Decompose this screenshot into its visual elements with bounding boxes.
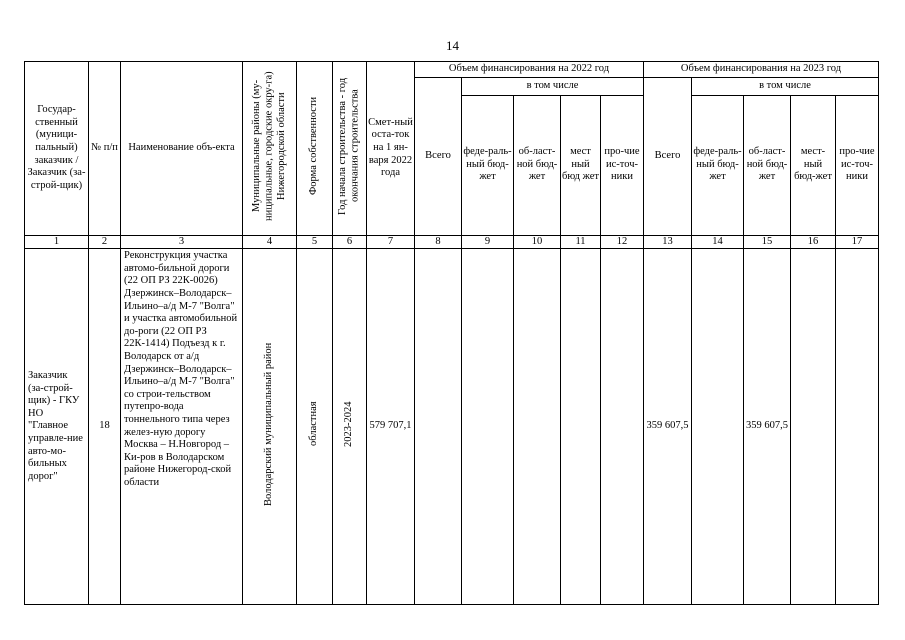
row-years	[333, 249, 367, 605]
header-total-2022: Всего	[415, 78, 462, 236]
column-number: 7	[367, 235, 415, 249]
header-total-2023: Всего	[644, 78, 692, 236]
column-number: 6	[333, 235, 367, 249]
column-number: 15	[744, 235, 791, 249]
row-customer: Заказчик (за-строй-щик) - ГКУ НО "Главное управле-ние авто-мо-бильных дорог"	[25, 249, 89, 605]
row-ownership-text: областная	[308, 402, 320, 447]
financing-table	[24, 61, 879, 605]
page-number: 14	[446, 38, 459, 53]
header-including-2022: в том числе	[462, 78, 644, 96]
row-local-2023	[791, 249, 836, 605]
table-row	[25, 249, 879, 605]
header-federal-2023: феде-раль-ный бюд-жет	[692, 95, 744, 235]
column-number: 9	[462, 235, 514, 249]
header-other-2022: про-чие ис-точ-ники	[601, 95, 644, 235]
row-object-name: Реконструкция участка автомо-бильной дороги (22 ОП РЗ 22К-0026) Дзержинск–Володарск–Ильино–а/д М-7 "Волга" и участка автомобильной до-роги (22 ОП РЗ 22К-1414) Подъезд к г. Володарск от а/д Дзержинск–Володарск–Ильино–а/д М-7 "Волга" со строи-тельством путепро-вода тоннельного типа через желез-ную дорогу Москва – Н.Новгород – Ки-ров в Володарском районе Нижегород-ской области	[121, 249, 243, 605]
row-federal-2023	[692, 249, 744, 605]
row-balance: 579 707,1	[367, 249, 415, 605]
column-number: 12	[601, 235, 644, 249]
column-number: 16	[791, 235, 836, 249]
row-regional-2023: 359 607,5	[744, 249, 791, 605]
header-years	[333, 62, 367, 236]
header-municipality	[243, 62, 297, 236]
header-including-2023: в том числе	[692, 78, 879, 96]
header-local-2023: мест-ный бюд-жет	[791, 95, 836, 235]
header-other-2023: про-чие ис-точ-ники	[836, 95, 879, 235]
row-years-text: 2023-2024	[343, 401, 355, 448]
row-total-2022	[415, 249, 462, 605]
header-regional-2023: об-ласт-ной бюд-жет	[744, 95, 791, 235]
header-num: № п/п	[89, 62, 121, 236]
row-num: 18	[89, 249, 121, 605]
column-number-row	[25, 235, 879, 249]
header-fin-2023: Объем финансирования на 2023 год	[644, 62, 879, 78]
column-number: 4	[243, 235, 297, 249]
row-other-2022	[601, 249, 644, 605]
header-local-2022: мест ный бюд жет	[561, 95, 601, 235]
column-number: 2	[89, 235, 121, 249]
header-balance: Смет-ный оста-ток на 1 ян-варя 2022 года	[367, 62, 415, 236]
column-number: 8	[415, 235, 462, 249]
header-fin-2022: Объем финансирования на 2022 год	[415, 62, 644, 78]
column-number: 14	[692, 235, 744, 249]
column-number: 1	[25, 235, 89, 249]
column-number: 13	[644, 235, 692, 249]
header-ownership-text: Форма собственности	[308, 96, 320, 196]
row-municipality	[243, 249, 297, 605]
header-years-text: Год начала строительства - год окончания строительства	[336, 77, 361, 215]
row-total-2023: 359 607,5	[644, 249, 692, 605]
row-local-2022	[561, 249, 601, 605]
row-ownership	[297, 249, 333, 605]
header-federal-2022: феде-раль-ный бюд-жет	[462, 95, 514, 235]
header-ownership	[297, 62, 333, 236]
row-municipality-text: Володарский муниципальный район	[263, 342, 275, 507]
header-object-name: Наименование объ-екта	[121, 62, 243, 236]
row-regional-2022	[514, 249, 561, 605]
header-regional-2022: об-ласт-ной бюд-жет	[514, 95, 561, 235]
column-number: 5	[297, 235, 333, 249]
column-number: 11	[561, 235, 601, 249]
row-federal-2022	[462, 249, 514, 605]
column-number: 10	[514, 235, 561, 249]
header-municipality-text: Муниципальные районы (му-ниципальные, городские окру-га) Нижегородской области	[250, 71, 287, 221]
column-number: 3	[121, 235, 243, 249]
header-customer: Государ-ственный (муници-пальный) заказчик / Заказчик (за-строй-щик)	[25, 62, 89, 236]
column-number: 17	[836, 235, 879, 249]
row-other-2023	[836, 249, 879, 605]
